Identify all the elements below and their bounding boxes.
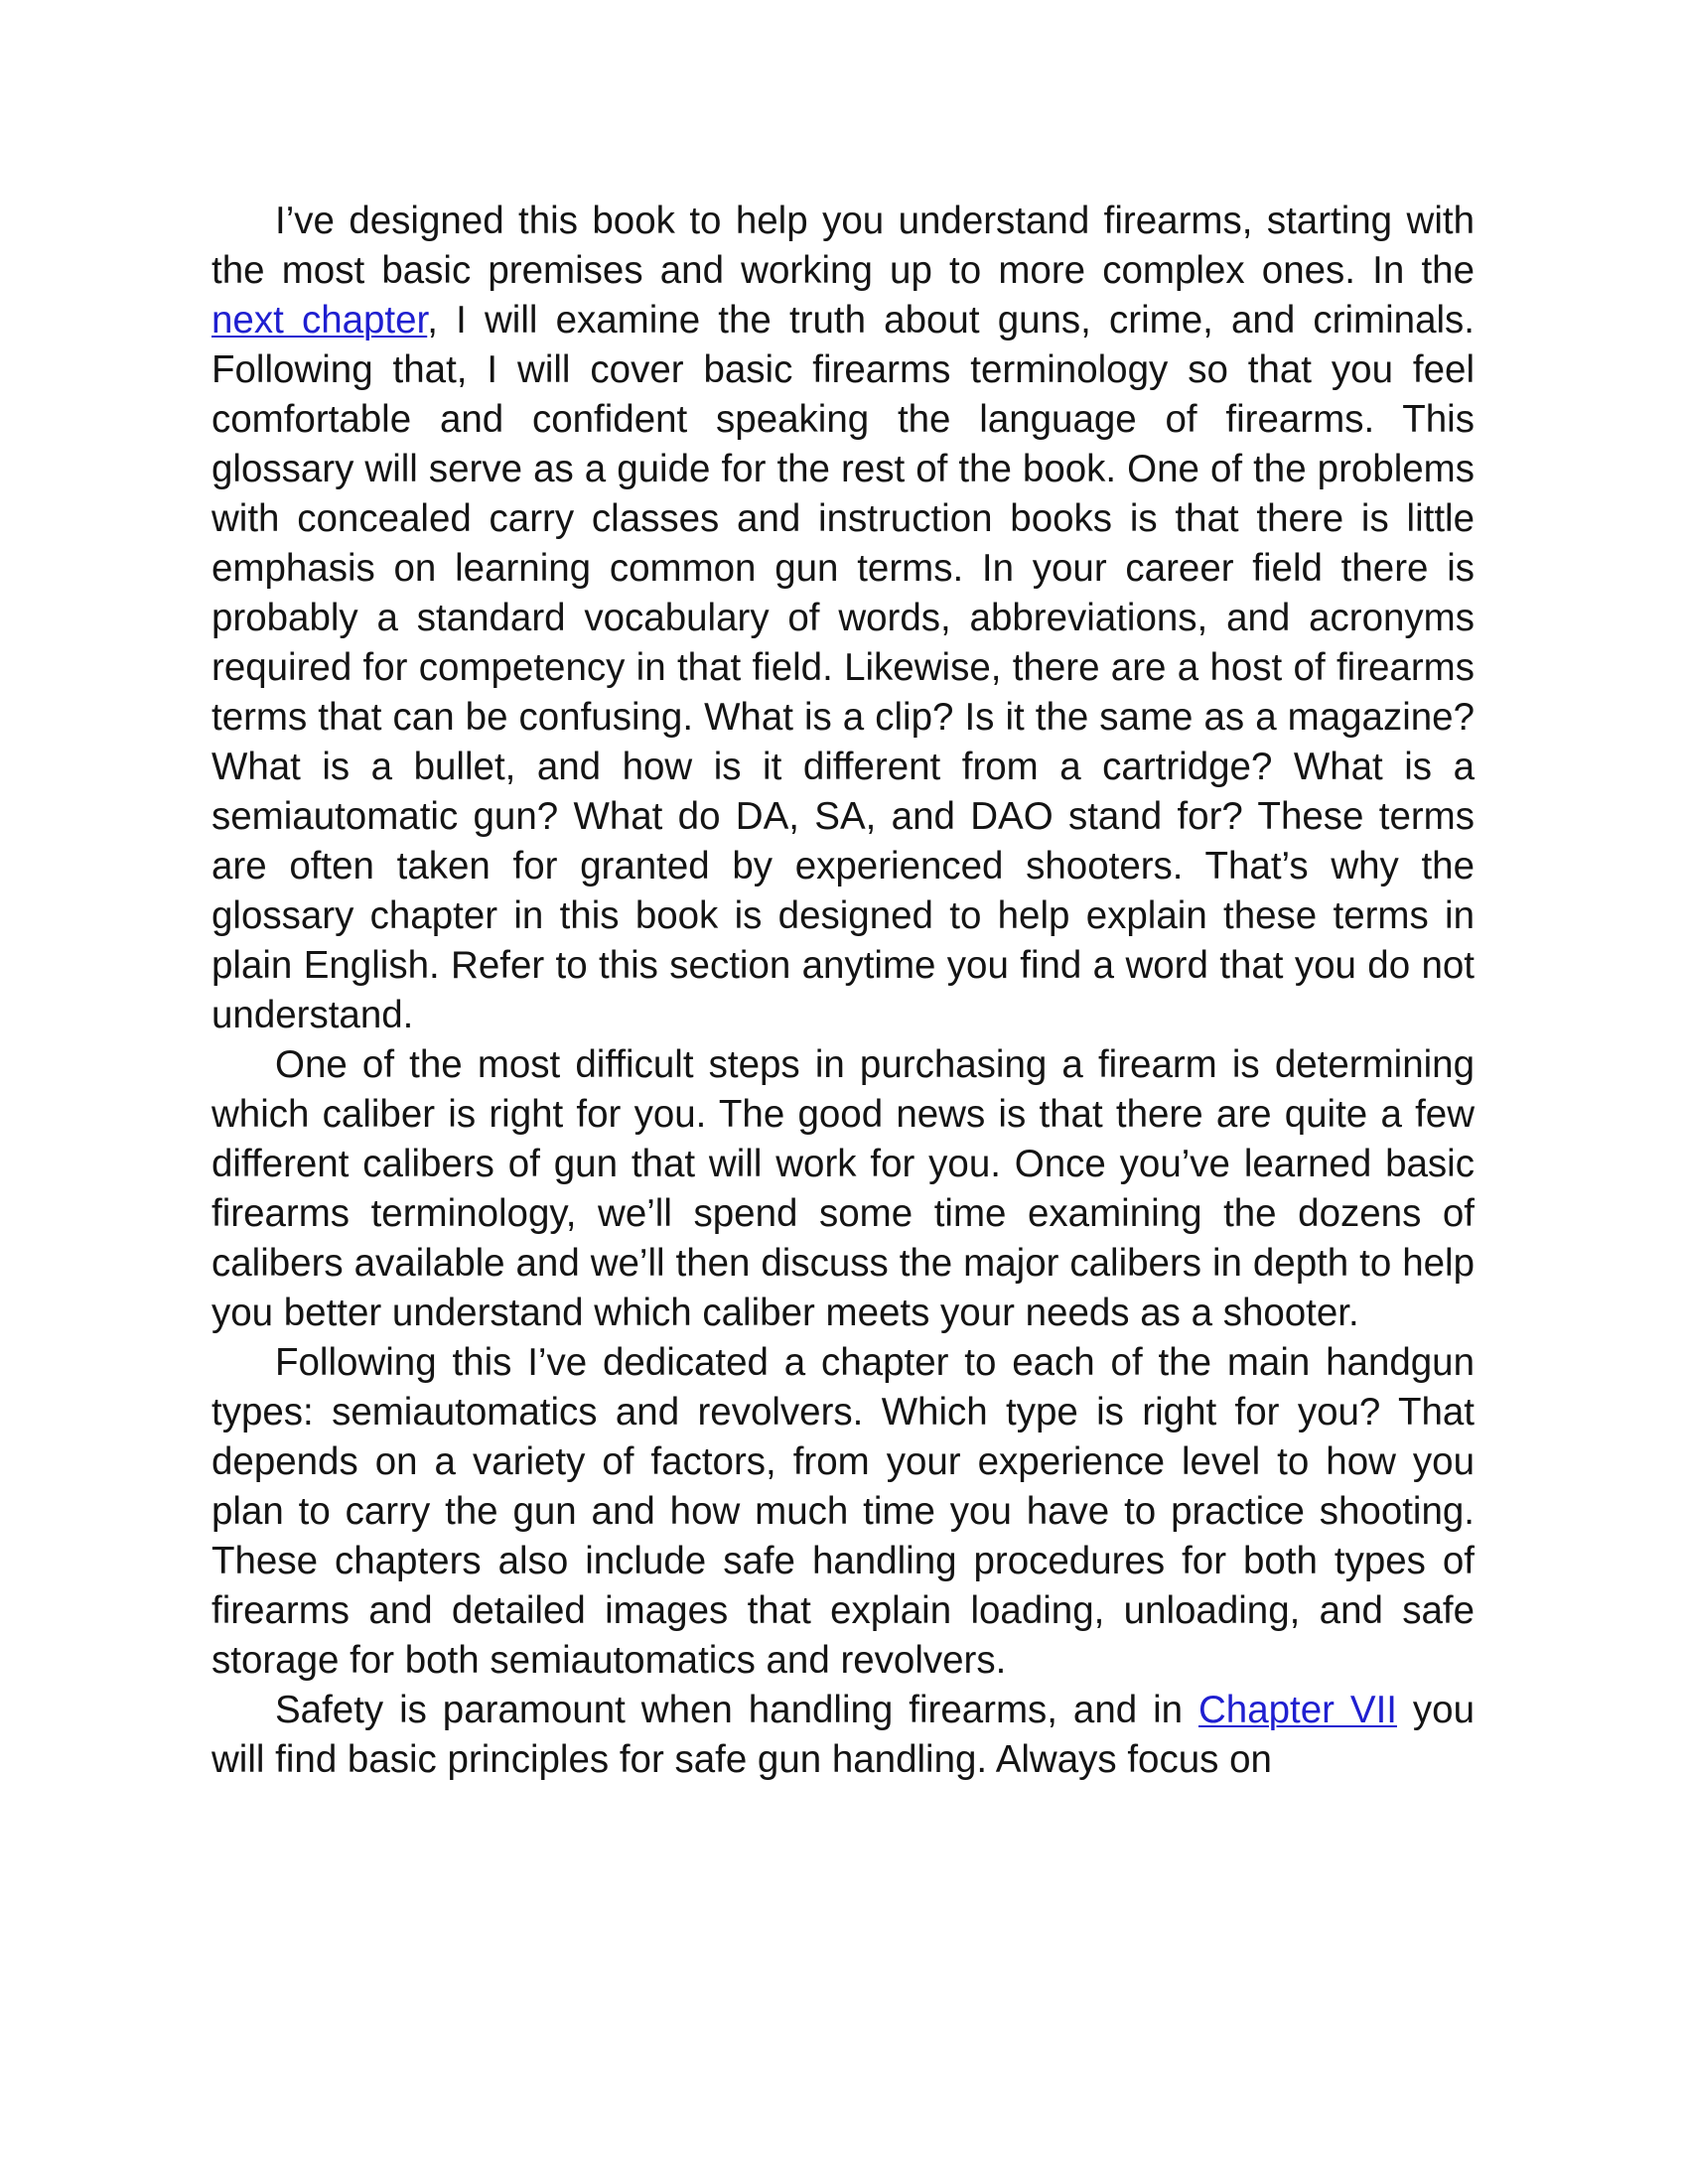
paragraph-caliber: One of the most difficult steps in purchasing a firearm is determining which caliber is right for you. The good news is that there are quite a few different calibers of gun that will work for you. Once you’ve learned basic firearms terminology, we’ll spend some time examining the dozens of calibers available and we’ll then discuss the major calibers in depth to help you better understand which caliber meets your needs as a shooter. — [211, 1043, 1475, 1334]
paragraph-safety — [211, 1686, 1475, 1785]
paragraph-intro-text-before: I’ve designed this book to help you understand firearms, starting with the most basic premises and working up to more complex ones. In the — [211, 200, 1475, 292]
paragraph-intro-text-after: , I will examine the truth about guns, crime, and criminals. Following that, I will cover basic firearms terminology so that you feel comfortable and confident speaking the language of firearms. This glossary will serve as a guide for the rest of the book. One of the problems with concealed carry classes and instruction books is that there is little emphasis on learning common gun terms. In your career field there is probably a standard vocabulary of words, abbreviations, and acronyms required for competency in that field. Likewise, there are a host of firearms terms that can be confusing. What is a clip? Is it the same as a magazine? What is a bullet, and how is it different from a cartridge? What is a semiautomatic gun? What do DA, SA, and DAO stand for? These terms are often taken for granted by experienced shooters. That’s why the glossary chapter in this book is designed to help explain these terms in plain English. Refer to this section anytime you find a word that you do not understand. — [211, 299, 1475, 1036]
next-chapter-link[interactable]: next chapter — [211, 299, 428, 341]
book-page-body — [211, 197, 1475, 1785]
paragraph-safety-text-after: you will find basic principles for safe gun handling. Always focus on — [211, 1689, 1475, 1781]
chapter-vii-link[interactable]: Chapter VII — [1198, 1689, 1397, 1731]
paragraph-safety-text-before: Safety is paramount when handling firearms, and in — [275, 1689, 1198, 1731]
paragraph-handgun-types: Following this I’ve dedicated a chapter to each of the main handgun types: semiautomatics and revolvers. Which type is right for you? That depends on a variety of factors, from your experience level to how you plan to carry the gun and how much time you have to practice shooting. These chapters also include safe handling procedures for both types of firearms and detailed images that explain loading, unloading, and safe storage for both semiautomatics and revolvers. — [211, 1341, 1475, 1682]
paragraph-intro — [211, 197, 1475, 1040]
